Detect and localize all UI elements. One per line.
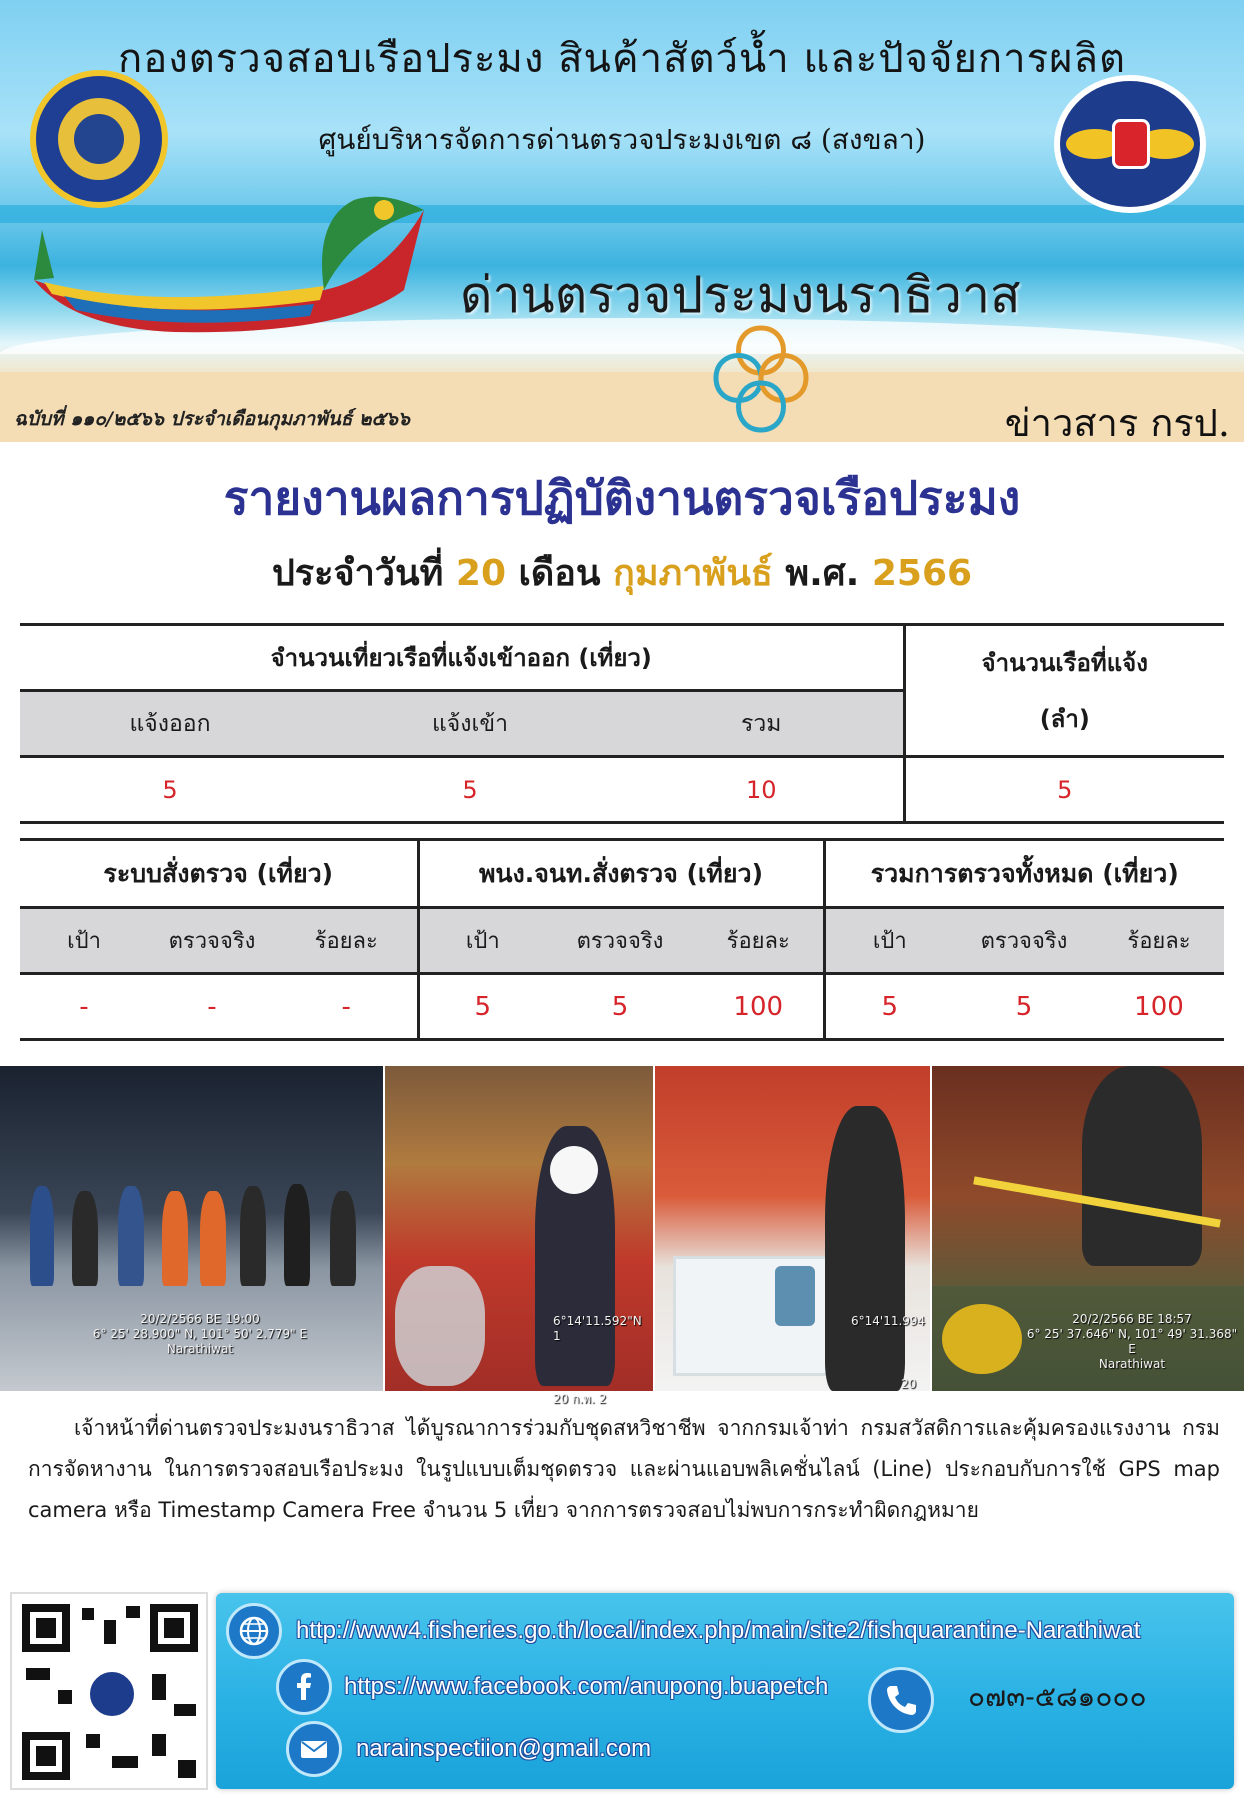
g3-col-target: เป้า — [824, 908, 954, 974]
photo2-stamp-date: 20 ก.พ. 2 — [553, 1392, 607, 1406]
facebook-link[interactable]: https://www.facebook.com/anupong.buapetch — [344, 1673, 829, 1700]
trips-header: จำนวนเที่ยวเรือที่แจ้งเข้าออก (เที่ยว) — [20, 625, 904, 691]
g1-value-target: - — [20, 974, 148, 1040]
thai-knot-logo — [696, 318, 826, 438]
header-title: กองตรวจสอบเรือประมง สินค้าสัตว์น้ำ และปัจจัยการผลิต — [117, 36, 1127, 82]
g2-value-percent: 100 — [694, 974, 824, 1040]
g1-col-actual: ตรวจจริง — [148, 908, 276, 974]
month-prefix: เดือน — [518, 553, 601, 594]
g2-col-actual: ตรวจจริง — [546, 908, 694, 974]
g2-value-target: 5 — [418, 974, 546, 1040]
date-month: กุมภาพันธ์ — [613, 553, 773, 594]
qr-center-emblem — [86, 1668, 138, 1720]
value-inbound: 5 — [320, 757, 620, 823]
website-link[interactable]: http://www4.fisheries.go.th/local/index.php/main/site2/fishquarantine-Narathiwat — [296, 1617, 1141, 1644]
g3-col-actual: ตรวจจริง — [954, 908, 1094, 974]
facebook-icon — [276, 1659, 332, 1715]
qr-code[interactable] — [10, 1592, 208, 1790]
g2-value-actual: 5 — [546, 974, 694, 1040]
g2-col-target: เป้า — [418, 908, 546, 974]
g3-value-percent: 100 — [1094, 974, 1224, 1040]
photo1-stamp-place: Narathiwat — [166, 1342, 234, 1356]
contact-panel — [216, 1593, 1234, 1789]
g1-col-target: เป้า — [20, 908, 148, 974]
g3-value-target: 5 — [824, 974, 954, 1040]
date-year: 2566 — [871, 553, 973, 594]
report-date — [0, 544, 1244, 601]
photo3-stamp — [851, 1314, 931, 1392]
boats-header-line2: (ลำ) — [1039, 704, 1090, 733]
group-total-header: รวมการตรวจทั้งหมด (เที่ยว) — [824, 840, 1224, 908]
boats-header-line1: จำนวนเรือที่แจ้ง — [981, 648, 1148, 677]
year-prefix: พ.ศ. — [785, 553, 860, 594]
phone-icon — [868, 1667, 934, 1733]
email-link[interactable]: narainspectiion@gmail.com — [356, 1735, 652, 1762]
photo2-stamp-coords: 6°14'11.592"N 1 — [553, 1314, 642, 1343]
photo-team-group — [0, 1066, 383, 1391]
g3-col-percent: ร้อยละ — [1094, 908, 1224, 974]
date-prefix: ประจำวันที่ — [271, 553, 444, 594]
g3-value-actual: 5 — [954, 974, 1094, 1040]
header-banner — [0, 0, 1244, 445]
value-total: 10 — [620, 757, 904, 823]
header-subtitle: ศูนย์บริหารจัดการด่านตรวจประมงเขต ๘ (สงขลา) — [318, 123, 926, 156]
boats-header — [904, 625, 1224, 757]
photo-fish-hold — [655, 1066, 930, 1391]
photo-strip — [0, 1066, 1244, 1406]
photo2-stamp — [553, 1314, 653, 1407]
value-boats: 5 — [904, 757, 1224, 823]
g2-col-percent: ร้อยละ — [694, 908, 824, 974]
report-title: รายงานผลการปฏิบัติงานตรวจเรือประมง — [223, 471, 1021, 525]
email-icon — [286, 1721, 342, 1777]
photo4-stamp-coords: 6° 25' 37.646" N, 101° 49' 31.368" E — [1026, 1327, 1238, 1356]
phone-number[interactable]: ๐๗๓-๕๘๑๐๐๐ — [968, 1680, 1147, 1713]
news-label: ข่าวสาร กรป. — [1004, 401, 1230, 445]
g1-col-percent: ร้อยละ — [276, 908, 418, 974]
col-outbound: แจ้งออก — [20, 691, 320, 757]
korlae-boat-illustration — [24, 170, 444, 340]
g1-value-actual: - — [148, 974, 276, 1040]
globe-icon — [226, 1603, 282, 1659]
photo4-stamp-date: 20/2/2566 BE 18:57 — [1072, 1312, 1192, 1326]
photo-officer-inspection — [385, 1066, 653, 1406]
photo4-stamp-place: Narathiwat — [1098, 1357, 1166, 1371]
station-name: ด่านตรวจประมงนราธิวาส — [460, 266, 1021, 324]
photo3-stamp-coords: 6°14'11.994 — [851, 1314, 926, 1328]
g1-value-percent: - — [276, 974, 418, 1040]
photo4-stamp — [1022, 1312, 1242, 1372]
photo3-stamp-date: 20 — [901, 1377, 917, 1391]
col-total: รวม — [620, 691, 904, 757]
inspection-table — [20, 838, 1224, 1041]
value-outbound: 5 — [20, 757, 320, 823]
date-day: 20 — [455, 553, 506, 594]
summary-paragraph: เจ้าหน้าที่ด่านตรวจประมงนราธิวาส ได้บูรณาการร่วมกับชุดสหวิชาชีพ จากกรมเจ้าท่า กรมสวัสดิการและคุ้มครองแรงงาน กรมการจัดหางาน ในการตรวจสอบเรือประมง ในรูปแบบเต็มชุดตรวจ และผ่านแอบพลิเคชั่นไลน์ (Line) ประกอบกับการใช้ GPS map camera หรือ Timestamp Camera Free จำนวน 5 เที่ยว จากการตรวจสอบไม่พบการกระทำผิดกฎหมาย — [28, 1416, 1220, 1522]
group-system-header: ระบบสั่งตรวจ (เที่ยว) — [20, 840, 418, 908]
photo1-stamp-coords: 6° 25' 28.900" N, 101° 50' 2.779" E — [92, 1327, 308, 1341]
col-inbound: แจ้งเข้า — [320, 691, 620, 757]
trip-notification-table — [20, 623, 1224, 824]
photo-net-measurement — [932, 1066, 1244, 1391]
photo1-stamp — [70, 1312, 330, 1357]
photo1-stamp-date: 20/2/2566 BE 19:00 — [140, 1312, 260, 1326]
group-officer-header: พนง.จนท.สั่งตรวจ (เที่ยว) — [418, 840, 824, 908]
issue-number: ฉบับที่ ๑๑๐/๒๕๖๖ ประจำเดือนกุมภาพันธ์ ๒๕๖๖ — [14, 408, 410, 430]
